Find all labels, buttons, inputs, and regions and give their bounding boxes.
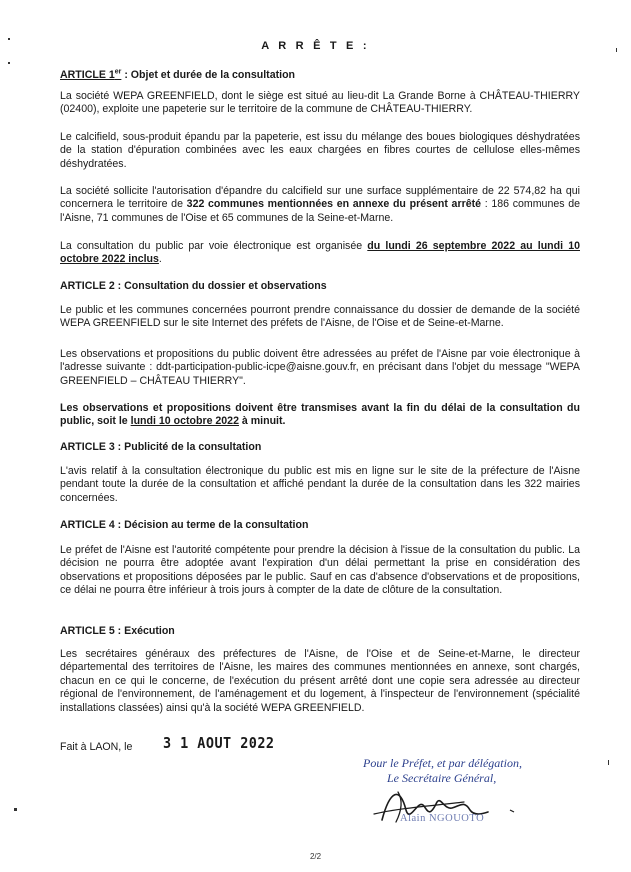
margin-mark bbox=[608, 760, 609, 765]
delegation-stamp-line-2: Le Secrétaire Général, bbox=[387, 771, 497, 785]
article-1-p3-bold: 322 communes mentionnées en annexe du présent arrêté bbox=[186, 198, 482, 211]
article-2-paragraph-2: Les observations et propositions du public doivent être adressées au préfet de l'Aisne par voie électronique à l'adresse suivante : ddt-participation-public-icpe@aisne.gouv.fr, en précisant dans l'objet du message "WEPA GREENFIELD – CHÂTEAU THIERRY". bbox=[60, 348, 580, 387]
article-1-p4-end: . bbox=[158, 253, 162, 266]
article-1-p3-text: La société sollicite l'autorisation d'épandre du calcifield sur une surface supplémentaire de 22 574,82 ha qui concernera le territoire de bbox=[60, 185, 580, 211]
article-5-heading: ARTICLE 5 : Exécution bbox=[60, 625, 175, 637]
article-4-paragraph-1: Le préfet de l'Aisne est l'autorité compétente pour prendre la décision à l'issue de la consultation du public. La décision ne pourra être adoptée avant l'expiration d'un délai permettant la prise en considération des observations et propositions déposées par le public. Sauf en cas d'absence d'observations et de propositions, ce délai ne pourra être inférieur à trois jours à compter de la date de clôture de la consultation. bbox=[60, 544, 580, 597]
article-1-heading bbox=[60, 69, 295, 82]
article-2-p3-text: Les observations et propositions doivent être transmises avant la fin du délai de la consultation du public, soit le bbox=[60, 402, 580, 428]
date-stamp: 3 1 AOUT 2022 bbox=[163, 734, 275, 752]
document-title: A R R Ê T E : bbox=[261, 40, 370, 52]
margin-mark bbox=[8, 62, 10, 64]
article-1-paragraph-3 bbox=[60, 185, 580, 225]
article-1-number: ARTICLE 1 bbox=[60, 69, 115, 81]
article-2-paragraph-1: Le public et les communes concernées pourront prendre connaissance du dossier de demande de la société WEPA GREENFIELD sur le site Internet des préfets de l'Aisne, de l'Oise et de Seine-et-Marne. bbox=[60, 304, 580, 330]
article-1-paragraph-4 bbox=[60, 240, 580, 267]
article-1-sup: er bbox=[114, 68, 122, 76]
article-4-heading: ARTICLE 4 : Décision au terme de la consultation bbox=[60, 519, 309, 531]
delegation-stamp-line-1: Pour le Préfet, et par délégation, bbox=[363, 756, 522, 770]
article-3-heading: ARTICLE 3 : Publicité de la consultation bbox=[60, 441, 262, 453]
margin-mark bbox=[14, 808, 17, 811]
page-number: 2/2 bbox=[309, 852, 322, 861]
consultation-dates: du lundi 26 septembre 2022 au lundi 10 octobre 2022 inclus bbox=[60, 240, 580, 266]
article-1-p4-text: La consultation du public par voie électronique est organisée bbox=[60, 240, 368, 252]
article-3-paragraph-1: L'avis relatif à la consultation électronique du public est mis en ligne sur le site de la préfecture de l'Aisne pendant toute la durée de la consultation et affiché pendant la durée de la consultation dans les 322 mairies concernées. bbox=[60, 465, 580, 504]
article-1-title: : Objet et durée de la consultation bbox=[121, 69, 296, 81]
article-2-p3-end: à minuit. bbox=[238, 415, 286, 428]
article-2-heading: ARTICLE 2 : Consultation du dossier et observations bbox=[60, 280, 327, 292]
deadline-date: lundi 10 octobre 2022 bbox=[130, 415, 239, 428]
place-date-label: Fait à LAON, le bbox=[60, 741, 133, 753]
article-1-paragraph-2: Le calcifield, sous-produit épandu par la papeterie, est issu du mélange des boues biologiques déshydratées de la station d'épuration combinées avec les eaux chargées en fibres courtes de cellulose elles-mêmes déshydratées. bbox=[60, 131, 580, 170]
article-1-p3-end: : 186 communes de l'Aisne, 71 communes de l'Oise et 65 communes de la Seine-et-Marne. bbox=[60, 198, 581, 224]
article-2-paragraph-3 bbox=[60, 402, 580, 429]
article-1-paragraph-1: La société WEPA GREENFIELD, dont le siège est situé au lieu-dit La Grande Borne à CHÂTEAU-THIERRY (02400), exploite une papeterie sur le territoire de la commune de CHÂTEAU-THIERRY. bbox=[60, 90, 580, 116]
article-5-paragraph-1: Les secrétaires généraux des préfectures de l'Aisne, de l'Oise et de Seine-et-Marne, le directeur départemental des territoires de l'Aisne, les maires des communes mentionnées en annexe, sont chargés, chacun en ce qui le concerne, de l'exécution du présent arrêté dont une copie sera adressée au directeur régional de l'environnement, de l'aménagement et du logement, à l'inspecteur de l'environnement (spécialité installations classées) ainsi qu'à la société WEPA GREENFIELD. bbox=[60, 648, 580, 714]
signatory-name: Alain NGOUOTO bbox=[400, 813, 485, 824]
